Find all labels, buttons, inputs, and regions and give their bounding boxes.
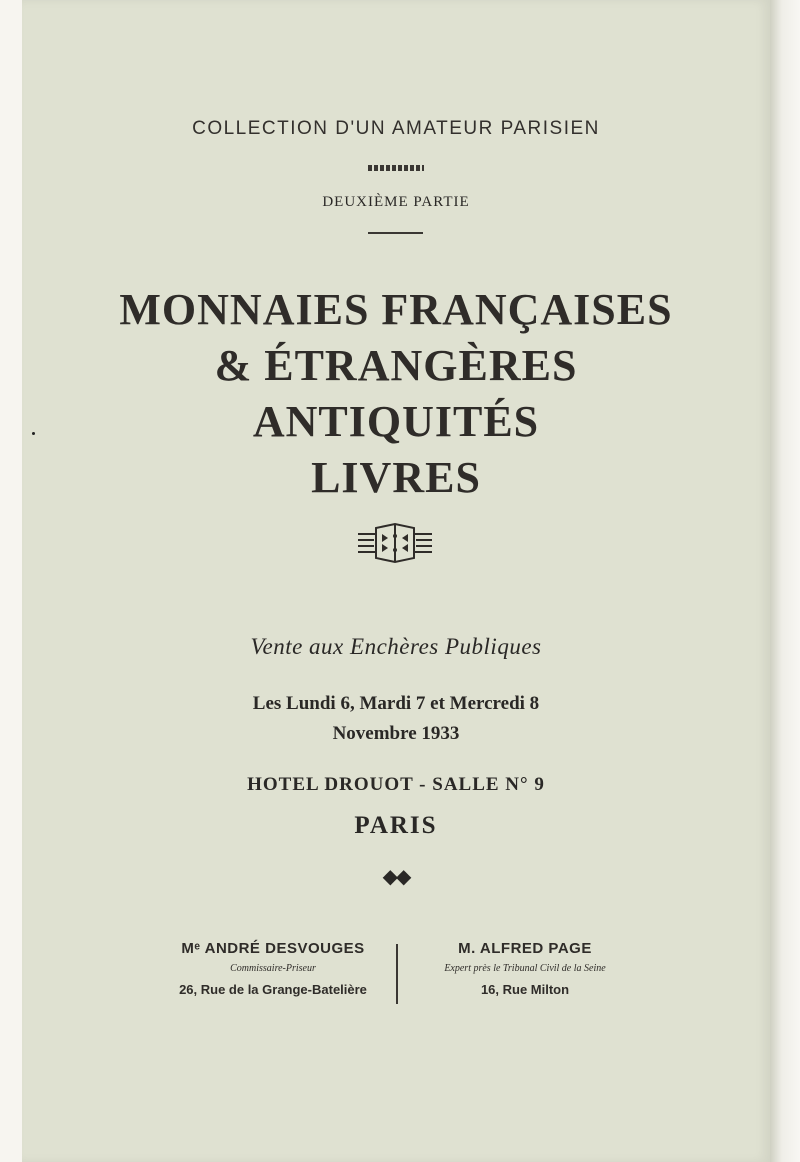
auctioneer-role: Commissaire-Priseur	[230, 963, 316, 974]
collection-heading: COLLECTION D'UN AMATEUR PARISIEN	[192, 118, 600, 139]
title-line-4: LIVRES	[311, 453, 481, 502]
venue: HOTEL DROUOT - SALLE N° 9	[247, 774, 545, 795]
main-title	[22, 282, 770, 506]
title-line-1: MONNAIES FRANÇAISES	[119, 285, 673, 334]
page-edge	[770, 0, 800, 1162]
short-rule	[368, 232, 423, 234]
sale-heading: Vente aux Enchères Publiques	[250, 634, 542, 659]
city: PARIS	[354, 812, 438, 839]
expert-role: Expert près le Tribunal Civil de la Seine	[444, 963, 606, 974]
part-label: DEUXIÈME PARTIE	[322, 194, 470, 210]
sale-dates-line-2: Novembre 1933	[332, 723, 460, 744]
title-line-3: ANTIQUITÉS	[252, 397, 540, 446]
auctioneer-name: Mᵉ ANDRÉ DESVOUGES	[181, 940, 365, 957]
auctioneer-block	[158, 940, 388, 997]
ornament-icon	[356, 522, 434, 564]
expert-block	[410, 940, 640, 997]
dotted-rule	[22, 158, 770, 166]
column-divider	[396, 944, 398, 1004]
sale-dates-line-1: Les Lundi 6, Mardi 7 et Mercredi 8	[252, 693, 540, 714]
auctioneer-address: 26, Rue de la Grange-Batelière	[179, 982, 367, 997]
diamond-ornament-icon: ◆◆	[382, 866, 410, 888]
expert-name: M. ALFRED PAGE	[458, 940, 592, 957]
title-line-2: & ÉTRANGÈRES	[214, 341, 578, 390]
expert-address: 16, Rue Milton	[480, 982, 570, 997]
sale-dates	[22, 689, 770, 749]
